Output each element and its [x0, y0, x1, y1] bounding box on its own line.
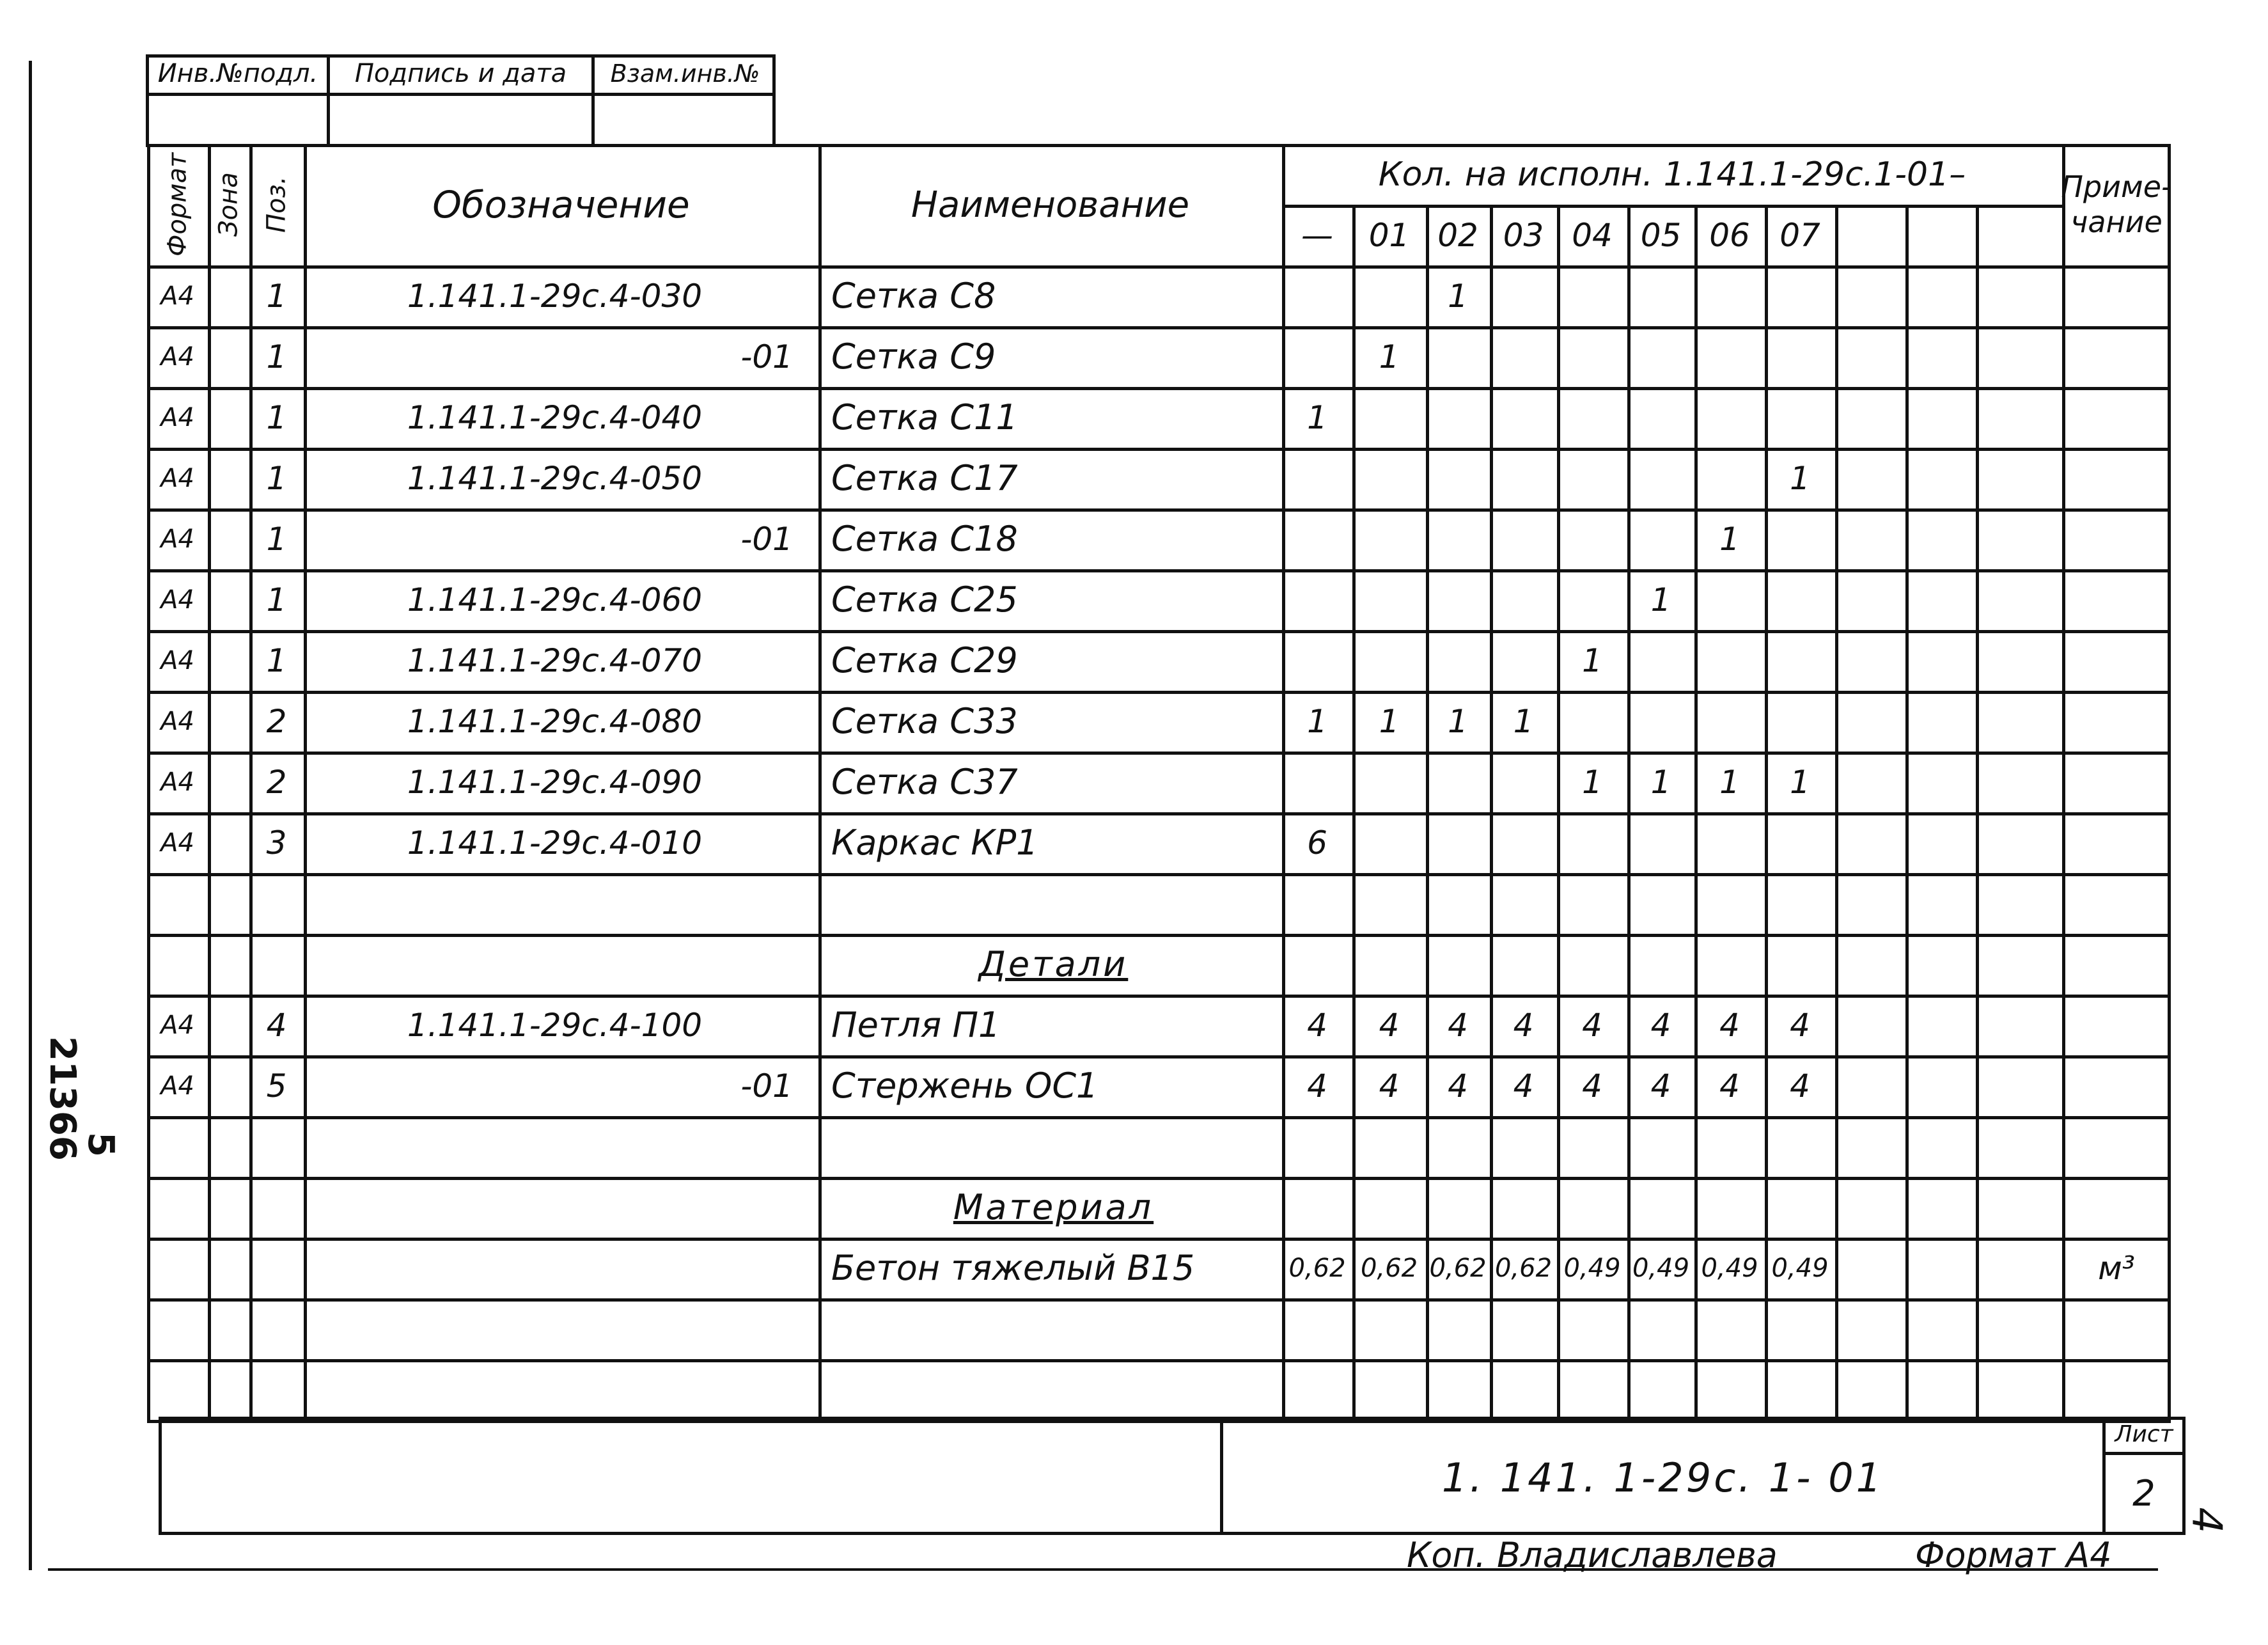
row-quantity: 4 [1307, 1006, 1327, 1044]
header-variant-9 [1905, 205, 1976, 265]
row-quantity [1426, 934, 1490, 995]
row-position [249, 1359, 304, 1420]
row-quantity [1352, 812, 1426, 873]
row-quantity [1352, 448, 1426, 508]
row-position: 1 [266, 520, 287, 558]
row-designation [317, 1116, 793, 1177]
row-quantity [1627, 508, 1694, 569]
margin-archive-sub: 5 [80, 1132, 121, 1157]
row-quantity [1627, 265, 1694, 326]
row-quantity [1694, 1177, 1765, 1238]
bottom-margin-line [48, 1568, 2158, 1571]
row-quantity [1694, 1298, 1765, 1359]
row-note: м³ [2098, 1249, 2135, 1287]
row-format: А4 [160, 281, 194, 311]
row-format: А4 [160, 1071, 194, 1101]
row-format [147, 873, 208, 934]
sheet-label: Лист [2115, 1421, 2173, 1447]
row-quantity [1282, 1116, 1352, 1177]
row-note [2062, 1359, 2171, 1420]
row-position: 1 [266, 338, 287, 375]
row-quantity [1282, 1177, 1352, 1238]
row-quantity [1490, 326, 1557, 387]
row-quantity [1694, 1116, 1765, 1177]
row-format: А4 [160, 463, 194, 493]
row-quantity: 4 [1719, 1067, 1740, 1105]
header-variant-3: 03 [1503, 216, 1544, 254]
row-quantity: 4 [1307, 1067, 1327, 1105]
row-quantity [1490, 387, 1557, 448]
row-designation [317, 1238, 793, 1298]
row-quantity [1557, 1116, 1627, 1177]
row-quantity [1352, 569, 1426, 630]
header-name: Наименование [911, 184, 1190, 226]
row-quantity: 4 [1379, 1067, 1400, 1105]
row-quantity [1490, 508, 1557, 569]
row-note [2062, 508, 2171, 569]
row-format: А4 [160, 828, 194, 858]
row-note [2062, 265, 2171, 326]
row-quantity [1627, 812, 1694, 873]
row-quantity [1282, 873, 1352, 934]
row-quantity [1627, 1298, 1694, 1359]
row-quantity: 0,62 [1288, 1253, 1346, 1283]
row-quantity: 1 [1513, 702, 1534, 740]
stamp-inv-label: Инв.№подл. [157, 59, 318, 88]
row-designation: 1.141.1-29с.4-100 [407, 1006, 703, 1044]
row-note [2062, 326, 2171, 387]
row-quantity: 0,62 [1494, 1253, 1552, 1283]
row-quantity [1557, 1359, 1627, 1420]
row-position: 4 [266, 1006, 287, 1044]
row-quantity: 1 [1790, 459, 1810, 497]
row-quantity [1426, 752, 1490, 812]
row-designation: 1.141.1-29с.4-070 [407, 641, 703, 679]
row-quantity [1426, 569, 1490, 630]
row-quantity: 4 [1379, 1006, 1400, 1044]
row-designation: -01 [740, 520, 793, 558]
row-name: Сетка С9 [831, 336, 996, 377]
row-quantity: 1 [1307, 398, 1327, 436]
row-quantity [1490, 265, 1557, 326]
row-quantity: 0,49 [1771, 1253, 1829, 1283]
row-quantity [1490, 934, 1557, 995]
left-margin-line [29, 61, 32, 1570]
row-name: Сетка С25 [831, 579, 1018, 620]
row-quantity [1694, 326, 1765, 387]
row-quantity: 1 [1719, 763, 1740, 801]
row-name [831, 1359, 1276, 1420]
row-quantity: 0,49 [1632, 1253, 1690, 1283]
header-zone: Зона [214, 172, 244, 237]
row-quantity [1765, 691, 1835, 752]
header-variant-6: 06 [1709, 216, 1750, 254]
row-note [2062, 1055, 2171, 1116]
header-variant-4: 04 [1572, 216, 1613, 254]
header-note: Приме- чание [2061, 169, 2172, 239]
row-quantity [1352, 1116, 1426, 1177]
row-quantity [1694, 630, 1765, 691]
row-quantity [1694, 265, 1765, 326]
row-position: 2 [266, 763, 287, 801]
row-quantity: 1 [1379, 338, 1400, 375]
row-quantity [1694, 934, 1765, 995]
row-quantity [1352, 265, 1426, 326]
row-name: Бетон тяжелый В15 [831, 1248, 1195, 1288]
row-quantity [1765, 1177, 1835, 1238]
row-position: 1 [266, 398, 287, 436]
row-quantity [1694, 812, 1765, 873]
header-format: Формат [162, 152, 192, 257]
row-quantity: 1 [1650, 763, 1671, 801]
row-quantity: 4 [1448, 1067, 1468, 1105]
row-quantity [1627, 448, 1694, 508]
row-quantity: 1 [1582, 641, 1602, 679]
row-note [2062, 934, 2171, 995]
row-name: Сетка С8 [831, 276, 996, 316]
row-format [147, 1298, 208, 1359]
row-designation: -01 [740, 338, 793, 375]
row-quantity [1765, 873, 1835, 934]
row-quantity [1426, 1116, 1490, 1177]
row-quantity [1557, 569, 1627, 630]
row-quantity [1765, 387, 1835, 448]
row-quantity: 1 [1582, 763, 1602, 801]
row-quantity [1426, 812, 1490, 873]
row-designation: 1.141.1-29с.4-010 [407, 824, 703, 862]
row-format: А4 [160, 585, 194, 615]
row-position [249, 934, 304, 995]
row-quantity [1765, 934, 1835, 995]
row-designation [317, 1359, 793, 1420]
row-format: А4 [160, 767, 194, 797]
row-note [2062, 995, 2171, 1055]
row-quantity [1557, 448, 1627, 508]
row-position [249, 1298, 304, 1359]
row-quantity [1557, 812, 1627, 873]
row-quantity [1426, 873, 1490, 934]
row-position: 1 [266, 459, 287, 497]
row-quantity [1426, 448, 1490, 508]
row-format [147, 1177, 208, 1238]
row-quantity [1282, 934, 1352, 995]
row-quantity [1490, 873, 1557, 934]
row-quantity [1694, 1359, 1765, 1420]
approval-stamp [146, 54, 776, 147]
row-designation: 1.141.1-29с.4-080 [407, 702, 703, 740]
row-quantity: 1 [1790, 763, 1810, 801]
row-quantity [1426, 1359, 1490, 1420]
row-quantity [1557, 1177, 1627, 1238]
row-quantity: 4 [1513, 1067, 1534, 1105]
header-variant-8 [1835, 205, 1905, 265]
row-quantity: 4 [1719, 1006, 1740, 1044]
row-note [2062, 448, 2171, 508]
row-quantity [1352, 934, 1426, 995]
row-quantity: 4 [1650, 1006, 1671, 1044]
row-quantity: 1 [1448, 277, 1468, 315]
row-format: А4 [160, 524, 194, 554]
row-quantity [1352, 1298, 1426, 1359]
row-quantity [1627, 1359, 1694, 1420]
specification-table [147, 144, 2171, 1423]
row-designation [317, 934, 793, 995]
document-code: 1. 141. 1-29с. 1- 01 [1441, 1454, 1884, 1501]
row-quantity: 4 [1582, 1067, 1602, 1105]
row-quantity [1557, 508, 1627, 569]
row-position [249, 1116, 304, 1177]
row-quantity [1765, 1298, 1835, 1359]
row-quantity [1352, 630, 1426, 691]
row-format: А4 [160, 645, 194, 675]
row-quantity [1627, 873, 1694, 934]
row-position [249, 873, 304, 934]
row-position: 3 [266, 824, 287, 862]
row-quantity: 0,62 [1429, 1253, 1487, 1283]
row-quantity [1694, 873, 1765, 934]
row-position [249, 1177, 304, 1238]
row-quantity [1490, 569, 1557, 630]
row-quantity: 1 [1379, 702, 1400, 740]
row-quantity: 1 [1719, 520, 1740, 558]
row-quantity [1557, 265, 1627, 326]
row-name: Сетка С37 [831, 762, 1018, 802]
row-format [147, 1359, 208, 1420]
row-position: 2 [266, 702, 287, 740]
row-position: 5 [266, 1067, 287, 1105]
row-quantity [1352, 387, 1426, 448]
row-note [2062, 873, 2171, 934]
row-quantity: 0,62 [1360, 1253, 1418, 1283]
row-quantity [1426, 1298, 1490, 1359]
row-quantity [1490, 1359, 1557, 1420]
row-quantity [1426, 1177, 1490, 1238]
row-format [147, 1238, 208, 1298]
row-name [831, 1116, 1276, 1177]
row-designation: 1.141.1-29с.4-050 [407, 459, 703, 497]
sheet-number: 2 [2132, 1472, 2155, 1515]
row-quantity [1490, 630, 1557, 691]
row-quantity: 4 [1448, 1006, 1468, 1044]
row-quantity [1352, 1359, 1426, 1420]
row-note [2062, 630, 2171, 691]
header-variant-7: 07 [1779, 216, 1820, 254]
row-quantity [1426, 387, 1490, 448]
row-quantity [1627, 1177, 1694, 1238]
row-quantity [1490, 752, 1557, 812]
row-name: Петля П1 [831, 1005, 1001, 1045]
row-position: 1 [266, 641, 287, 679]
row-quantity [1557, 873, 1627, 934]
row-quantity [1426, 326, 1490, 387]
row-name: Каркас КР1 [831, 822, 1038, 863]
row-quantity [1352, 873, 1426, 934]
header-quantity-label: Кол. на исполн. 1.141.1-29с.1-01– [1378, 155, 1966, 194]
row-quantity [1282, 752, 1352, 812]
row-format [147, 1116, 208, 1177]
row-quantity: 0,49 [1701, 1253, 1758, 1283]
header-position: Поз. [262, 176, 292, 233]
section-heading: Материал [953, 1187, 1154, 1227]
row-position: 1 [266, 277, 287, 315]
row-quantity [1282, 1298, 1352, 1359]
row-quantity: 4 [1513, 1006, 1534, 1044]
row-note [2062, 387, 2171, 448]
row-quantity [1765, 326, 1835, 387]
row-quantity [1282, 569, 1352, 630]
row-quantity [1557, 326, 1627, 387]
row-quantity [1765, 630, 1835, 691]
row-name [831, 1298, 1276, 1359]
row-quantity: 4 [1650, 1067, 1671, 1105]
margin-archive-number: 21366 [42, 1036, 83, 1161]
row-name: Сетка С17 [831, 458, 1018, 498]
row-quantity [1282, 326, 1352, 387]
row-quantity [1490, 1177, 1557, 1238]
row-designation [317, 1298, 793, 1359]
row-quantity [1490, 1298, 1557, 1359]
row-quantity: 4 [1790, 1067, 1810, 1105]
row-quantity [1627, 691, 1694, 752]
row-format: А4 [160, 706, 194, 736]
copied-by: Коп. Владиславлева [1407, 1535, 1778, 1575]
row-quantity: 4 [1582, 1006, 1602, 1044]
row-designation [317, 1177, 793, 1238]
row-quantity: 0,49 [1563, 1253, 1621, 1283]
row-quantity [1694, 387, 1765, 448]
row-note [2062, 1298, 2171, 1359]
row-name: Сетка С29 [831, 640, 1018, 681]
edge-mark: 4 [2182, 1507, 2230, 1534]
row-name: Сетка С11 [831, 397, 1018, 437]
row-quantity [1352, 1177, 1426, 1238]
row-designation: -01 [740, 1067, 793, 1105]
stamp-signature-label: Подпись и дата [354, 59, 567, 88]
table-rule [208, 144, 211, 1420]
row-quantity [1282, 630, 1352, 691]
row-name: Сетка С18 [831, 519, 1018, 559]
row-note [2062, 691, 2171, 752]
header-variant-2: 02 [1437, 216, 1478, 254]
row-designation [317, 873, 793, 934]
row-quantity [1352, 508, 1426, 569]
header-variant-0: — [1301, 216, 1333, 254]
row-quantity [1352, 752, 1426, 812]
row-quantity [1627, 934, 1694, 995]
row-designation: 1.141.1-29с.4-040 [407, 398, 703, 436]
row-quantity [1627, 387, 1694, 448]
header-designation: Обозначение [432, 183, 690, 226]
row-quantity [1627, 1116, 1694, 1177]
row-quantity [1282, 508, 1352, 569]
row-quantity [1765, 812, 1835, 873]
format-label: Формат А4 [1915, 1535, 2112, 1575]
row-format [147, 934, 208, 995]
row-quantity [1694, 569, 1765, 630]
row-quantity [1557, 691, 1627, 752]
row-note [2062, 752, 2171, 812]
row-quantity [1765, 265, 1835, 326]
row-quantity: 4 [1790, 1006, 1810, 1044]
section-heading: Детали [978, 944, 1129, 984]
row-quantity [1426, 508, 1490, 569]
row-name: Сетка С33 [831, 701, 1018, 741]
row-quantity [1282, 1359, 1352, 1420]
row-quantity [1282, 265, 1352, 326]
row-quantity [1557, 934, 1627, 995]
row-quantity [1627, 630, 1694, 691]
row-quantity [1490, 448, 1557, 508]
row-quantity: 1 [1448, 702, 1468, 740]
table-rule [818, 144, 822, 1420]
row-quantity [1282, 448, 1352, 508]
table-rule [304, 144, 307, 1420]
title-block [159, 1417, 2186, 1535]
row-format: А4 [160, 342, 194, 372]
row-quantity [1694, 448, 1765, 508]
row-quantity [1557, 387, 1627, 448]
row-quantity [1627, 326, 1694, 387]
header-variant-5: 05 [1640, 216, 1682, 254]
row-quantity [1490, 812, 1557, 873]
row-note [2062, 812, 2171, 873]
row-note [2062, 1116, 2171, 1177]
row-quantity [1557, 1298, 1627, 1359]
stamp-replace-label: Взам.инв.№ [610, 59, 760, 88]
row-quantity [1765, 1359, 1835, 1420]
row-name: Стержень ОС1 [831, 1066, 1099, 1106]
row-designation: 1.141.1-29с.4-090 [407, 763, 703, 801]
row-quantity: 1 [1650, 581, 1671, 618]
row-format: А4 [160, 1010, 194, 1040]
row-quantity [1490, 1116, 1557, 1177]
row-position: 1 [266, 581, 287, 618]
row-quantity [1694, 691, 1765, 752]
row-quantity [1765, 508, 1835, 569]
row-name [831, 873, 1276, 934]
row-note [2062, 1177, 2171, 1238]
row-position [249, 1238, 304, 1298]
row-note [2062, 569, 2171, 630]
row-quantity: 6 [1307, 824, 1327, 862]
row-quantity [1765, 1116, 1835, 1177]
row-quantity: 1 [1307, 702, 1327, 740]
header-variant-1: 01 [1368, 216, 1410, 254]
row-quantity [1426, 630, 1490, 691]
row-format: А4 [160, 402, 194, 432]
row-designation: 1.141.1-29с.4-060 [407, 581, 703, 618]
row-quantity [1765, 569, 1835, 630]
row-designation: 1.141.1-29с.4-030 [407, 277, 703, 315]
